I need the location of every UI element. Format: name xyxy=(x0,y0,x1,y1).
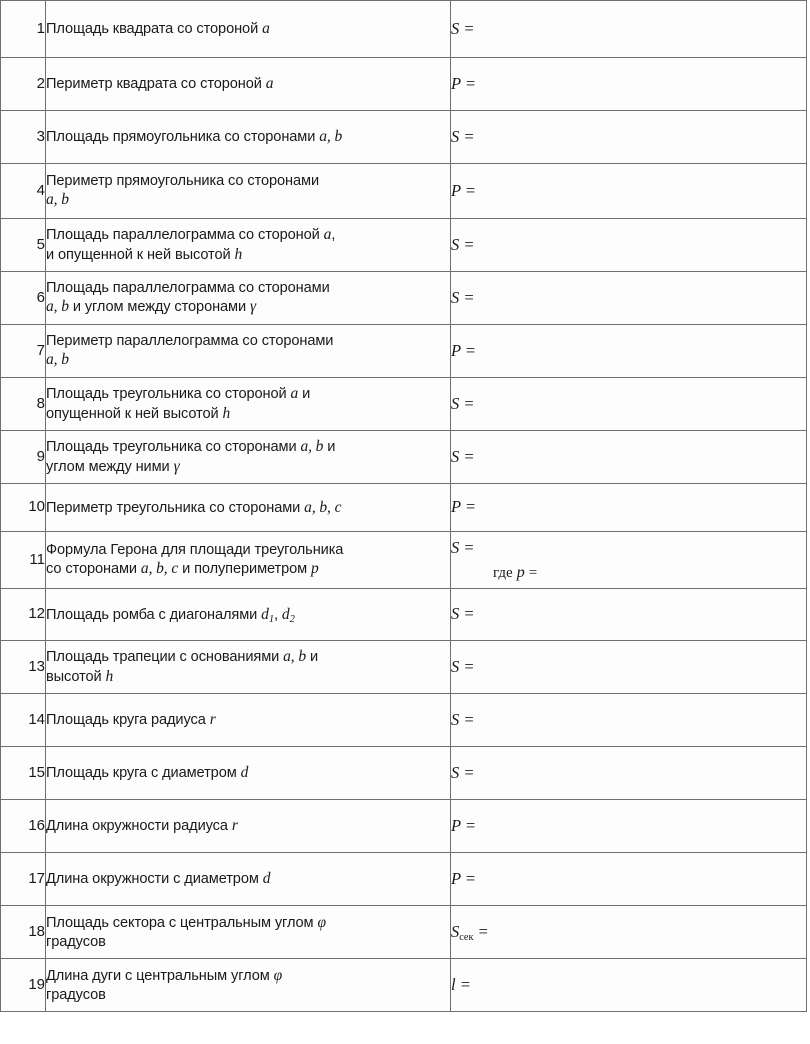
table-row xyxy=(1,58,807,111)
formula-lhs xyxy=(451,604,475,623)
desc-variable: φ xyxy=(317,913,326,931)
lhs-symbol: P xyxy=(451,180,461,200)
lhs-symbol: S xyxy=(451,656,460,676)
table-row xyxy=(1,532,807,589)
lhs-symbol: P xyxy=(451,815,461,835)
row-description xyxy=(46,219,451,272)
desc-text: Площадь сектора с центральным углом xyxy=(46,914,318,931)
table-row xyxy=(1,484,807,532)
table-row xyxy=(1,694,807,747)
desc-text: Площадь прямоугольника со сторонами xyxy=(46,129,320,146)
desc-text: Длина окружности с диаметром xyxy=(46,871,263,888)
formula-lhs xyxy=(451,341,476,360)
lhs-symbol: S xyxy=(451,18,460,38)
desc-variable: a xyxy=(265,75,274,93)
row-number: 13 xyxy=(1,641,46,694)
row-description xyxy=(46,532,451,589)
equals-sign: = xyxy=(464,180,477,200)
lhs-symbol: S xyxy=(451,393,460,413)
desc-text: Площадь круга с диаметром xyxy=(46,765,241,782)
desc-text: Площадь треугольника со сторонами xyxy=(46,439,301,456)
desc-line-2: градусов xyxy=(46,986,106,1003)
desc-variable: a xyxy=(262,20,270,38)
row-number: 9 xyxy=(1,431,46,484)
row-number: 3 xyxy=(1,111,46,164)
desc-text-2: углом между ними xyxy=(46,459,174,475)
desc-text: Периметр треугольника со сторонами xyxy=(46,499,305,516)
formula-cell xyxy=(451,1,807,58)
desc-text: Площадь круга радиуса xyxy=(46,712,210,729)
desc-variable: d xyxy=(262,870,271,888)
row-description xyxy=(46,431,451,484)
table-row xyxy=(1,853,807,906)
desc-variable-2: h xyxy=(105,668,114,685)
equals-sign: = xyxy=(464,815,477,835)
desc-line-2 xyxy=(46,457,450,477)
desc-line-1: Периметр параллелограмма со сторонами xyxy=(46,332,334,349)
formula-cell xyxy=(451,959,807,1012)
desc-variable-2: p xyxy=(311,560,319,578)
formula-lhs xyxy=(451,763,475,782)
row-description xyxy=(46,1,451,58)
desc-variable-2 xyxy=(282,606,295,623)
table-row xyxy=(1,589,807,641)
desc-variable-2: h xyxy=(234,246,243,263)
desc-line-2: a, b xyxy=(46,351,69,369)
formula-lhs xyxy=(451,922,489,941)
desc-variable: r xyxy=(209,711,216,729)
desc-text: Площадь треугольника со стороной xyxy=(46,386,291,403)
equals-sign: = xyxy=(464,340,477,360)
desc-variable: a, b, c xyxy=(140,560,179,578)
desc-text: Площадь трапеции с основаниями xyxy=(46,649,284,666)
formula-lhs xyxy=(451,235,475,254)
lhs-symbol: S xyxy=(451,537,460,557)
formula-cell xyxy=(451,325,807,378)
desc-line-1: Площадь параллелограмма со стороной a, xyxy=(46,226,336,244)
desc-variable-2: γ xyxy=(173,458,180,475)
formula-cell xyxy=(451,532,807,589)
desc-separator: , xyxy=(274,606,282,623)
table-row xyxy=(1,1,807,58)
desc-variable: r xyxy=(231,817,238,835)
row-description xyxy=(46,58,451,111)
table-row xyxy=(1,272,807,325)
row-number: 14 xyxy=(1,694,46,747)
desc-text: Длина окружности радиуса xyxy=(46,818,232,835)
row-description xyxy=(46,959,451,1012)
lhs-symbol: P xyxy=(451,340,461,360)
equals-sign: = xyxy=(463,656,475,676)
formula-cell xyxy=(451,906,807,959)
row-number: 10 xyxy=(1,484,46,532)
formula-note xyxy=(451,563,806,584)
desc-variable xyxy=(261,606,274,623)
desc-variable: a, b xyxy=(46,298,69,316)
desc-text-2: опущенной к ней высотой xyxy=(46,406,223,422)
row-number: 6 xyxy=(1,272,46,325)
formula-cell xyxy=(451,111,807,164)
equals-sign: = xyxy=(463,446,475,466)
formula-lhs xyxy=(451,394,475,413)
desc-line-2: со сторонами a, b, c и полупериметром p xyxy=(46,560,319,578)
lhs-symbol: P xyxy=(451,497,461,517)
table-row xyxy=(1,219,807,272)
formula-cell xyxy=(451,694,807,747)
desc-variable: d xyxy=(240,764,249,782)
desc-variable: a xyxy=(290,385,299,403)
desc-line-1: Площадь трапеции с основаниями a, b и xyxy=(46,648,319,666)
row-number: 16 xyxy=(1,800,46,853)
lhs-symbol: S xyxy=(451,446,460,466)
desc-text: Периметр квадрата со стороной xyxy=(46,76,266,93)
desc-text: Площадь ромба с диагоналями xyxy=(46,606,262,623)
row-description xyxy=(46,800,451,853)
row-number: 1 xyxy=(1,1,46,58)
desc-line-2 xyxy=(46,404,450,424)
note-variable: p xyxy=(516,563,525,581)
table-row xyxy=(1,431,807,484)
table-row xyxy=(1,641,807,694)
desc-variable: a, b xyxy=(283,648,306,666)
table-row xyxy=(1,800,807,853)
formula-lhs xyxy=(451,657,475,676)
row-number: 19 xyxy=(1,959,46,1012)
desc-line-2 xyxy=(46,667,450,687)
row-description xyxy=(46,325,451,378)
formula-cell xyxy=(451,431,807,484)
desc-variable: φ xyxy=(273,966,283,984)
desc-text: Длина дуги с центральным углом xyxy=(46,967,274,984)
equals-sign: = xyxy=(463,537,475,557)
equals-sign: = xyxy=(464,868,477,888)
desc-line-2: градусов xyxy=(46,933,106,950)
desc-text-2: высотой xyxy=(46,669,106,685)
row-number: 15 xyxy=(1,747,46,800)
formula-cell xyxy=(451,484,807,532)
subscript-1: 1 xyxy=(268,613,274,625)
equals-sign: = xyxy=(464,497,477,517)
equals-sign: = xyxy=(463,709,475,729)
row-description xyxy=(46,378,451,431)
desc-line-1: Площадь треугольника со сторонами a, b и xyxy=(46,438,336,456)
row-number: 11 xyxy=(1,532,46,589)
desc-line-1: Периметр прямоугольника со сторонами xyxy=(46,172,319,189)
lhs-symbol: S xyxy=(451,709,460,729)
desc-text-2: и углом между сторонами xyxy=(68,299,250,316)
desc-line-1: Формула Герона для площади треугольника xyxy=(46,541,344,558)
row-number: 17 xyxy=(1,853,46,906)
formula-cell xyxy=(451,58,807,111)
formula-lhs xyxy=(451,816,476,835)
table-row xyxy=(1,164,807,219)
equals-sign: = xyxy=(463,287,475,307)
equals-sign: = xyxy=(463,762,475,782)
desc-variable: a xyxy=(323,226,332,244)
desc-variable: a, b xyxy=(319,128,343,146)
row-number: 5 xyxy=(1,219,46,272)
desc-text: Площадь параллелограмма со стороной xyxy=(46,227,324,244)
table-row xyxy=(1,325,807,378)
row-description xyxy=(46,747,451,800)
equals-sign: = xyxy=(477,921,489,941)
desc-variable: a, b xyxy=(300,438,324,456)
row-description xyxy=(46,906,451,959)
desc-line-1: Площадь треугольника со стороной a и xyxy=(46,385,311,403)
desc-variable-2: h xyxy=(222,405,231,422)
subscript-2: 2 xyxy=(289,613,295,625)
desc-line-1: Площадь параллелограмма со сторонами xyxy=(46,279,330,296)
lhs-symbol: S xyxy=(451,604,460,624)
row-description xyxy=(46,589,451,641)
var-d1: d xyxy=(261,605,269,623)
formula-cell xyxy=(451,164,807,219)
equals-sign: = xyxy=(463,126,475,146)
var-d2: d xyxy=(281,605,290,623)
row-number: 12 xyxy=(1,589,46,641)
row-number: 7 xyxy=(1,325,46,378)
lhs-symbol: S xyxy=(451,126,460,146)
desc-variable-2: γ xyxy=(250,298,257,316)
equals-sign: = xyxy=(463,234,475,254)
row-description xyxy=(46,484,451,532)
table-row xyxy=(1,111,807,164)
table-row xyxy=(1,906,807,959)
row-number: 2 xyxy=(1,58,46,111)
formula-lhs xyxy=(451,19,475,38)
desc-text: Площадь квадрата со стороной xyxy=(46,21,263,38)
row-description xyxy=(46,694,451,747)
lhs-symbol: S xyxy=(451,234,460,254)
formula-lhs xyxy=(451,181,476,200)
desc-variable: a, b, c xyxy=(304,498,342,516)
desc-line-1 xyxy=(46,966,450,986)
formula-lhs xyxy=(451,975,471,994)
desc-line-1 xyxy=(46,913,450,933)
formula-cell xyxy=(451,853,807,906)
formula-cell xyxy=(451,589,807,641)
lhs-subscript: сек xyxy=(459,931,474,943)
lhs-symbol: S xyxy=(451,287,460,307)
formula-lhs xyxy=(451,74,476,93)
row-description xyxy=(46,111,451,164)
equals-sign: = xyxy=(463,18,475,38)
row-description xyxy=(46,853,451,906)
formula-cell xyxy=(451,272,807,325)
formula-lhs xyxy=(451,127,475,146)
desc-text-2: и опущенной к ней высотой xyxy=(46,247,235,263)
formula-lhs xyxy=(451,288,475,307)
equals-sign: = xyxy=(459,974,471,994)
desc-line-2 xyxy=(46,297,450,317)
formula-lhs xyxy=(451,447,475,466)
equals-sign: = xyxy=(463,604,475,624)
row-description xyxy=(46,272,451,325)
row-description xyxy=(46,164,451,219)
formula-cell xyxy=(451,378,807,431)
desc-line-2: a, b xyxy=(46,191,69,209)
formula-cell xyxy=(451,641,807,694)
note-word: где xyxy=(493,564,513,581)
lhs-symbol: P xyxy=(451,868,461,888)
desc-text-2: и полупериметром xyxy=(178,561,312,578)
formula-cell xyxy=(451,747,807,800)
table-row xyxy=(1,959,807,1012)
desc-line-2 xyxy=(46,245,450,265)
row-number: 4 xyxy=(1,164,46,219)
formula-lhs xyxy=(451,710,475,729)
lhs-symbol: l xyxy=(451,974,456,994)
row-number: 18 xyxy=(1,906,46,959)
formula-lhs xyxy=(451,538,475,557)
note-equals: = xyxy=(528,564,538,581)
row-number: 8 xyxy=(1,378,46,431)
equals-sign: = xyxy=(464,73,477,93)
row-description xyxy=(46,641,451,694)
equals-sign: = xyxy=(463,393,475,413)
lhs-symbol: P xyxy=(451,73,461,93)
formula-lhs xyxy=(451,869,476,888)
lhs-symbol: S xyxy=(451,921,460,941)
formula-cell xyxy=(451,219,807,272)
table-row xyxy=(1,747,807,800)
lhs-symbol: S xyxy=(451,762,460,782)
formula-cell xyxy=(451,800,807,853)
formula-lhs xyxy=(451,497,476,516)
table-row xyxy=(1,378,807,431)
